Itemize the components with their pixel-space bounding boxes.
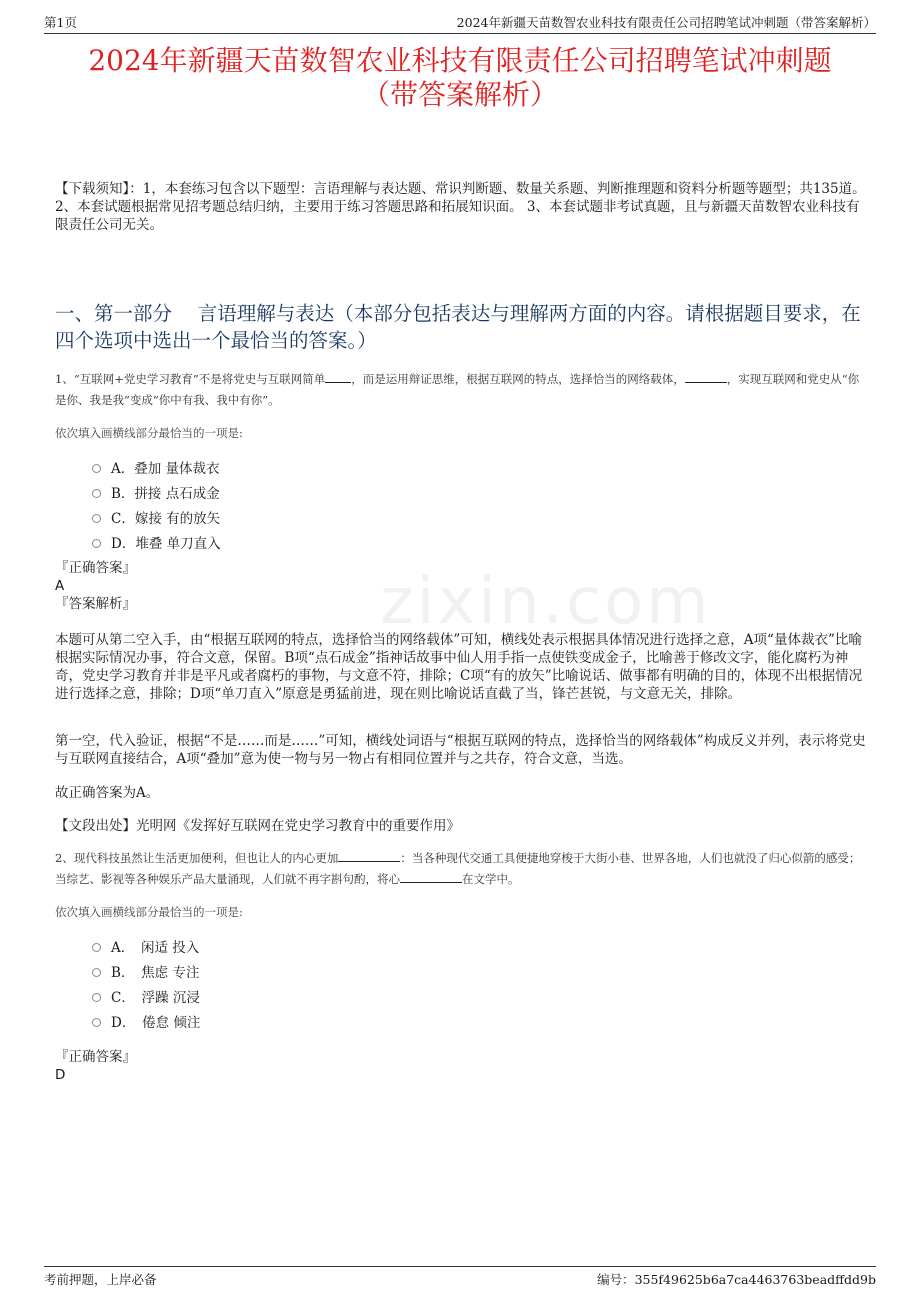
q2-prompt: 依次填入画横线部分最恰当的一项是:	[55, 905, 243, 919]
q1-option-a[interactable]	[92, 454, 221, 479]
q2-stem-part-c: 在文学中。	[462, 872, 520, 886]
q2-option-c[interactable]	[92, 983, 200, 1008]
q2-option-b[interactable]	[92, 958, 200, 983]
download-notice: 【下载须知】：1，本套练习包含以下题型：言语理解与表达题、常识判断题、数量关系题、判断推理题和资料分析题等题型；共135道。 2、本套试题根据常见招考题总结归纳，主要用于练习答题思路和拓展知识面。 3、本套试题非考试真题，且与新疆天苗数智农业科技有限责任公司无关。	[55, 181, 866, 233]
option-label: D． 倦怠 倾注	[111, 1014, 201, 1031]
q1-blank-2	[685, 370, 727, 383]
q1-stem-part-c: ，实现互联网和党史从“你是你、我是我”变成“你中有我、我中有你”。	[55, 372, 860, 407]
q1-stem-part-b: ，而是运用辩证思维，根据互联网的特点，选择恰当的网络载体，	[351, 372, 685, 386]
option-label: C． 浮躁 沉浸	[111, 989, 200, 1006]
title-line-2: （带答案解析）	[361, 78, 558, 111]
section-title: 一、第一部分 言语理解与表达（本部分包括表达与理解两方面的内容。请根据题目要求，在四个选项中选出一个最恰当的答案。）	[55, 302, 861, 352]
q1-source: 【文段出处】光明网《发挥好互联网在党史学习教育中的重要作用》	[55, 818, 460, 834]
q1-answer-block	[55, 559, 870, 613]
title-line-1: 2024年新疆天苗数智农业科技有限责任公司招聘笔试冲刺题	[88, 44, 832, 77]
q2-option-a[interactable]	[92, 933, 200, 958]
radio-icon[interactable]	[92, 968, 101, 977]
question-2-stem	[55, 848, 870, 890]
header-doc-title: 2024年新疆天苗数智农业科技有限责任公司招聘笔试冲刺题（带答案解析）	[456, 15, 876, 30]
question-1-stem	[55, 369, 870, 411]
radio-icon[interactable]	[92, 993, 101, 1002]
q2-answer: D	[55, 1067, 66, 1083]
option-label: A．叠加 量体裁衣	[111, 460, 220, 477]
radio-icon[interactable]	[92, 464, 101, 473]
page-title	[44, 44, 876, 112]
q1-option-d[interactable]	[92, 529, 221, 554]
q1-answer-label: 『正确答案』	[55, 560, 136, 576]
q2-stem-part-a: 2、现代科技虽然让生活更加便利，但也让人的内心更加	[55, 851, 339, 865]
option-label: C．嫁接 有的放矢	[111, 510, 221, 527]
q1-stem-part-a: 1、“互联网+党史学习教育”不是将党史与互联网简单	[55, 372, 326, 386]
radio-icon[interactable]	[92, 1018, 101, 1027]
q2-stem-part-b: ：当各种现代交通工具便捷地穿梭于大街小巷、世界各地，人们也就没了归心似箭的感受；当综艺、影视等各种娱乐产品大量涌现，人们就不再字斟句酌，将心	[55, 851, 861, 886]
radio-icon[interactable]	[92, 943, 101, 952]
radio-icon[interactable]	[92, 539, 101, 548]
footer-slogan: 考前押题，上岸必备	[44, 1272, 157, 1287]
radio-icon[interactable]	[92, 514, 101, 523]
q1-prompt: 依次填入画横线部分最恰当的一项是:	[55, 426, 243, 440]
page-header	[44, 12, 876, 34]
watermark: zixin.com	[380, 565, 712, 639]
q1-option-b[interactable]	[92, 479, 221, 504]
q2-answer-block	[55, 1048, 870, 1084]
page-footer	[44, 1266, 876, 1290]
q1-analysis-1: 本题可从第二空入手，由“根据互联网的特点，选择恰当的网络载体”可知，横线处表示根据具体情况进行选择之意，A项“量体裁衣”比喻根据实际情况办事，符合文意，保留。B项“点石成金”指神话故事中仙人用手指一点使铁变成金子，比喻善于修改文字，能化腐朽为神奇，党史学习教育并非是平凡或者腐朽的事物，与文意不符，排除；C项“有的放矢”比喻说话、做事都有明确的目的，体现不出根据情况进行选择之意，排除；D项“单刀直入”原意是勇猛前进，现在则比喻说话直截了当，锋芒甚锐，与文意无关，排除。	[55, 632, 863, 702]
q1-answer: A	[55, 578, 65, 594]
page-number: 第1页	[44, 15, 77, 30]
q1-blank-1	[325, 370, 351, 383]
radio-icon[interactable]	[92, 489, 101, 498]
q2-answer-label: 『正确答案』	[55, 1049, 136, 1065]
q2-options	[92, 933, 200, 1033]
q2-blank-1	[338, 849, 400, 862]
option-label: D．堆叠 单刀直入	[111, 535, 221, 552]
q1-option-c[interactable]	[92, 504, 221, 529]
q1-analysis-label: 『答案解析』	[55, 596, 136, 612]
q1-options	[92, 454, 221, 554]
q2-blank-2	[400, 870, 462, 883]
q1-analysis-2: 第一空，代入验证，根据“不是……而是……”可知，横线处词语与“根据互联网的特点，选择恰当的网络载体”构成反义并列，表示将党史与互联网直接结合，A项“叠加”意为使一物与另一物占有相同位置并与之共存，符合文意，当选。	[55, 733, 866, 767]
option-label: A． 闲适 投入	[111, 939, 200, 956]
q2-option-d[interactable]	[92, 1008, 200, 1033]
q1-conclusion: 故正确答案为A。	[55, 785, 160, 801]
option-label: B． 焦虑 专注	[111, 964, 200, 981]
option-label: B．拼接 点石成金	[111, 485, 220, 502]
footer-doc-id: 编号：355f49625b6a7ca4463763beadffdd9b	[597, 1272, 876, 1287]
